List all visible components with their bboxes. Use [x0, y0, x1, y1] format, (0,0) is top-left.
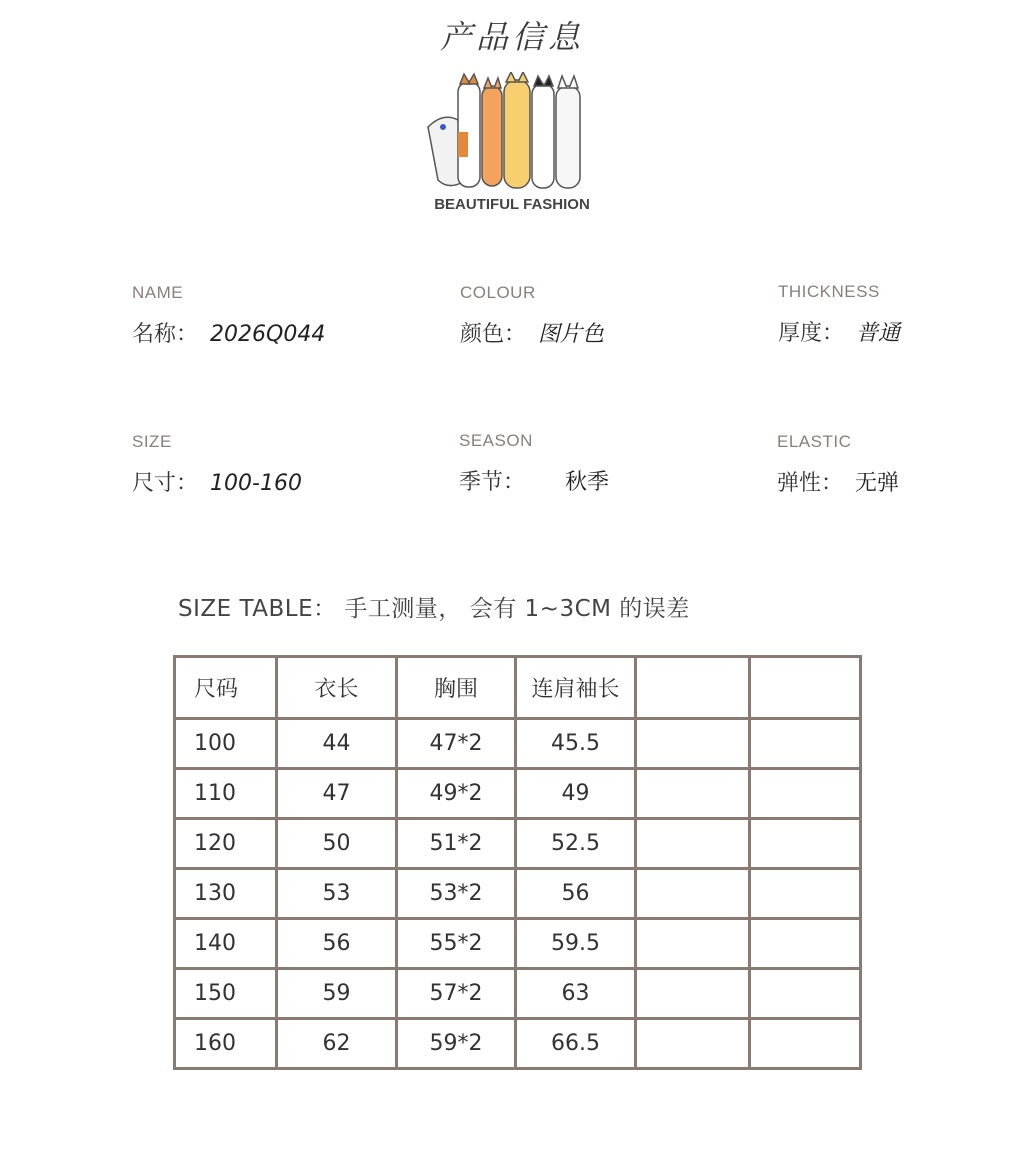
table-cell: 53: [277, 869, 397, 919]
column-header: 尺码: [175, 657, 277, 719]
table-cell: 56: [516, 869, 636, 919]
table-cell: 59*2: [397, 1019, 516, 1069]
table-cell: 130: [175, 869, 277, 919]
table-cell: 140: [175, 919, 277, 969]
size-table: [173, 655, 862, 1070]
attr-label-en: SIZE: [132, 432, 172, 451]
table-row: [175, 719, 861, 769]
table-row: [175, 819, 861, 869]
table-cell: 110: [175, 769, 277, 819]
table-cell: 50: [277, 819, 397, 869]
table-header-row: [175, 657, 861, 719]
table-cell: 47*2: [397, 719, 516, 769]
attr-label-cn: 弹性：: [777, 471, 844, 496]
attr-value: 图片色: [538, 322, 605, 347]
attr-value-line: [459, 465, 609, 496]
attr-value: 2026Q044: [210, 322, 326, 347]
table-cell: 53*2: [397, 869, 516, 919]
page-title: 产品信息: [439, 18, 584, 56]
table-row: [175, 1019, 861, 1069]
table-cell: [750, 919, 861, 969]
attr-colour: [460, 283, 604, 348]
table-cell: 55*2: [397, 919, 516, 969]
table-cell: 52.5: [516, 819, 636, 869]
table-cell: 62: [277, 1019, 397, 1069]
table-cell: [750, 769, 861, 819]
table-row: [175, 919, 861, 969]
table-cell: 59: [277, 969, 397, 1019]
logo-caption: BEAUTIFUL FASHION: [434, 196, 590, 213]
table-cell: 57*2: [397, 969, 516, 1019]
table-cell: [750, 819, 861, 869]
table-cell: 150: [175, 969, 277, 1019]
attr-size: [132, 432, 302, 497]
table-cell: 120: [175, 819, 277, 869]
table-cell: 49: [516, 769, 636, 819]
table-cell: [636, 819, 750, 869]
table-cell: [750, 719, 861, 769]
table-cell: [636, 919, 750, 969]
table-cell: 59.5: [516, 919, 636, 969]
table-row: [175, 769, 861, 819]
table-row: [175, 969, 861, 1019]
attr-value: 无弹: [855, 471, 900, 496]
table-row: [175, 869, 861, 919]
attr-label-en: ELASTIC: [777, 432, 852, 451]
attr-label-cn: 颜色：: [460, 322, 527, 347]
table-cell: 49*2: [397, 769, 516, 819]
size-table-note: SIZE TABLE： 手工测量， 会有 1~3CM 的误差: [178, 596, 690, 622]
column-header: 衣长: [277, 657, 397, 719]
attr-elastic: [777, 432, 899, 497]
attr-label-cn: 厚度：: [778, 321, 845, 346]
column-header: [636, 657, 750, 719]
table-cell: 44: [277, 719, 397, 769]
attr-value-line: [460, 317, 604, 348]
table-cell: 100: [175, 719, 277, 769]
attr-value-line: [132, 317, 325, 348]
table-cell: 56: [277, 919, 397, 969]
attr-value-line: [132, 466, 302, 497]
table-cell: [750, 869, 861, 919]
attr-value: 100-160: [210, 471, 302, 496]
attr-value-line: [778, 316, 900, 347]
attr-label-en: THICKNESS: [778, 282, 880, 301]
column-header: [750, 657, 861, 719]
attr-thickness: [778, 282, 900, 347]
table-cell: [750, 969, 861, 1019]
attr-label-cn: 尺寸：: [132, 471, 199, 496]
table-cell: 63: [516, 969, 636, 1019]
table-cell: 160: [175, 1019, 277, 1069]
table-cell: [636, 1019, 750, 1069]
column-header: 连肩袖长: [516, 657, 636, 719]
attr-name: [132, 283, 325, 348]
table-cell: 51*2: [397, 819, 516, 869]
table-cell: [636, 769, 750, 819]
attr-label-en: COLOUR: [460, 283, 536, 302]
attr-season: [459, 431, 609, 496]
attr-label-cn: 名称：: [132, 322, 199, 347]
attr-value: 秋季: [565, 470, 610, 495]
attr-label-cn: 季节：: [459, 470, 526, 495]
table-cell: [636, 969, 750, 1019]
attr-label-en: SEASON: [459, 431, 533, 450]
column-header: 胸围: [397, 657, 516, 719]
attr-value: 普通: [856, 321, 901, 346]
table-cell: [636, 719, 750, 769]
table-cell: [636, 869, 750, 919]
table-cell: 47: [277, 769, 397, 819]
table-cell: 66.5: [516, 1019, 636, 1069]
table-cell: [750, 1019, 861, 1069]
attr-label-en: NAME: [132, 283, 184, 302]
attr-value-line: [777, 466, 899, 497]
table-cell: 45.5: [516, 719, 636, 769]
